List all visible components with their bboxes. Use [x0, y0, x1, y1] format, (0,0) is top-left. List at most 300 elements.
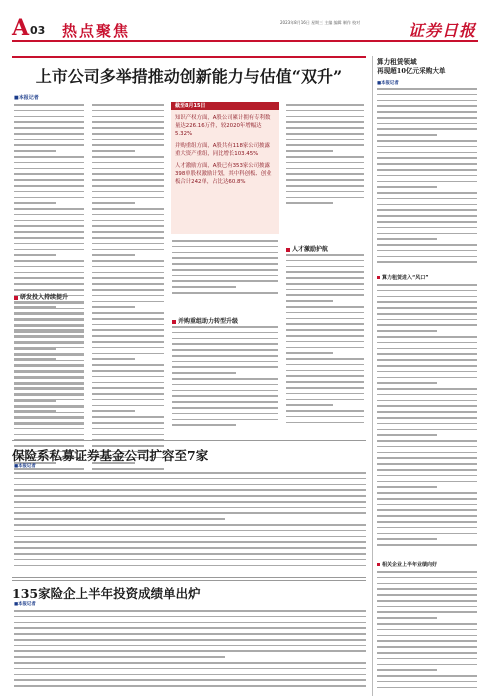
text-line: [92, 214, 164, 216]
text-line: [286, 375, 364, 377]
text-line: [14, 489, 366, 491]
body-column-1b: [14, 302, 84, 432]
text-line: [377, 687, 477, 689]
text-line: [14, 104, 84, 106]
text-line: [92, 220, 164, 222]
text-line: [92, 150, 135, 152]
text-line: [377, 486, 437, 488]
text-line: [14, 530, 366, 532]
text-line: [286, 191, 364, 193]
text-line: [377, 353, 477, 355]
sidebar-subhead-2: 相关企业上半年业绩向好: [377, 561, 437, 568]
text-line: [286, 364, 364, 366]
text-line: [14, 150, 56, 152]
text-line: [14, 434, 84, 436]
text-line: [14, 472, 366, 474]
text-line: [286, 312, 364, 314]
lead-byline: ■本报记者: [14, 95, 39, 101]
text-line: [14, 622, 366, 624]
text-line: [377, 209, 477, 211]
text-line: [377, 521, 477, 523]
text-line: [14, 202, 56, 204]
text-line: [14, 139, 84, 141]
text-line: [92, 144, 164, 146]
text-line: [286, 116, 364, 118]
text-line: [377, 157, 477, 159]
text-line: [172, 246, 278, 248]
text-line: [172, 275, 278, 277]
issue-meta: 2023年8月16日 星期三 主编 编辑 制作 校对: [280, 20, 361, 25]
text-line: [92, 329, 164, 331]
text-line: [92, 179, 164, 181]
text-line: [14, 679, 366, 681]
text-line: [172, 280, 278, 282]
text-line: [377, 594, 477, 596]
text-line: [14, 524, 366, 526]
text-line: [377, 371, 477, 373]
text-line: [286, 335, 364, 337]
text-line: [377, 250, 477, 252]
text-line: [14, 501, 366, 503]
text-line: [14, 400, 56, 402]
text-line: [377, 577, 477, 579]
sidebar-headline: 算力租赁领域 再现超10亿元采购大单: [377, 58, 446, 75]
text-line: [286, 347, 364, 349]
text-line: [14, 478, 366, 480]
text-line: [172, 366, 278, 368]
text-line: [14, 168, 84, 170]
text-line: [377, 163, 477, 165]
text-line: [377, 469, 477, 471]
text-line: [92, 347, 164, 349]
text-line: [14, 337, 84, 339]
section-letter: A: [12, 15, 30, 41]
text-line: [377, 675, 477, 677]
text-line: [377, 284, 477, 286]
text-line: [377, 330, 437, 332]
text-line: [377, 652, 477, 654]
text-line: [286, 156, 364, 158]
key-figures-box: [171, 102, 279, 234]
text-line: [286, 352, 333, 354]
text-line: [377, 623, 477, 625]
key-figures-tag: 截至8月15日: [175, 103, 206, 109]
text-line: [377, 452, 477, 454]
text-line: [377, 658, 477, 660]
text-line: [377, 94, 477, 96]
text-line: [172, 407, 278, 409]
text-line: [377, 515, 477, 517]
text-line: [286, 289, 364, 291]
text-line: [377, 290, 477, 292]
sidebar-body-3: [377, 571, 477, 693]
text-line: [92, 272, 164, 274]
text-line: [92, 116, 164, 118]
text-line: [14, 565, 366, 567]
text-line: [14, 547, 366, 549]
text-line: [92, 104, 164, 106]
text-line: [92, 393, 164, 395]
text-line: [172, 240, 278, 242]
text-line: [377, 664, 477, 666]
text-line: [377, 629, 477, 631]
text-line: [14, 383, 84, 385]
text-line: [377, 105, 477, 107]
text-line: [377, 134, 437, 136]
body-column-3b: [172, 326, 278, 432]
text-line: [377, 261, 477, 263]
text-line: [14, 366, 84, 368]
text-line: [92, 139, 164, 141]
paper-logo: 证券日报: [407, 21, 476, 40]
body-column-2: [92, 104, 164, 476]
text-line: [377, 301, 477, 303]
text-line: [14, 371, 84, 373]
text-line: [14, 308, 84, 310]
text-line: [286, 341, 364, 343]
section-divider: [12, 440, 366, 441]
text-line: [92, 110, 164, 112]
text-line: [377, 606, 477, 608]
text-line: [377, 146, 477, 148]
text-line: [377, 181, 477, 183]
text-line: [377, 336, 477, 338]
text-line: [14, 197, 84, 199]
text-line: [14, 360, 84, 362]
text-line: [92, 353, 164, 355]
text-line: [377, 377, 477, 379]
text-line: [14, 225, 84, 227]
text-line: [286, 104, 364, 106]
text-line: [286, 300, 333, 302]
sidebar-body-2: [377, 284, 477, 554]
body-column-4: [286, 104, 364, 214]
key-figure-restructuring: 并购重组方面，A股共有118家公司披露重大资产重组，同比增长103.45%: [175, 143, 270, 157]
text-line: [14, 133, 84, 135]
text-line: [286, 399, 364, 401]
text-line: [92, 133, 164, 135]
text-line: [92, 312, 164, 314]
text-line: [286, 162, 364, 164]
text-line: [172, 390, 278, 392]
key-figure-patents: 知识产权方面，A股公司累计拥有专利数量达226.16万件，较2020年增幅达5.32%: [175, 115, 271, 137]
text-line: [377, 198, 477, 200]
text-line: [377, 204, 477, 206]
text-line: [377, 394, 477, 396]
text-line: [286, 144, 364, 146]
text-line: [14, 668, 366, 670]
text-line: [92, 376, 164, 378]
text-line: [286, 387, 364, 389]
text-line: [286, 271, 364, 273]
text-line: [92, 266, 164, 268]
text-line: [377, 319, 477, 321]
text-line: [172, 395, 278, 397]
text-line: [172, 413, 278, 415]
text-line: [172, 257, 278, 259]
text-line: [377, 123, 477, 125]
text-line: [286, 393, 364, 395]
lead-headline: 上市公司多举措推动创新能力与估值“双升”: [35, 67, 343, 86]
text-line: [377, 527, 477, 529]
insurance-headline: 135家险企上半年投资成绩单出炉: [12, 586, 201, 601]
text-line: [286, 404, 333, 406]
text-line: [286, 133, 364, 135]
text-line: [377, 348, 477, 350]
text-line: [14, 518, 225, 520]
text-line: [92, 358, 135, 360]
text-line: [92, 382, 164, 384]
text-line: [14, 208, 84, 210]
text-line: [14, 512, 366, 514]
text-line: [377, 405, 477, 407]
text-line: [377, 600, 477, 602]
text-line: [377, 492, 477, 494]
text-line: [172, 343, 278, 345]
text-line: [14, 220, 84, 222]
text-line: [14, 536, 366, 538]
text-line: [172, 286, 236, 288]
insurance-body: [14, 610, 366, 694]
text-line: [377, 498, 477, 500]
body-column-4b: [286, 254, 364, 432]
text-line: [92, 318, 164, 320]
text-line: [286, 318, 364, 320]
text-line: [92, 173, 164, 175]
text-line: [92, 260, 164, 262]
text-line: [14, 348, 56, 350]
text-line: [286, 260, 364, 262]
text-line: [377, 583, 477, 585]
text-line: [14, 389, 84, 391]
text-line: [14, 633, 366, 635]
text-line: [14, 553, 366, 555]
text-line: [92, 324, 164, 326]
text-line: [92, 295, 164, 297]
text-line: [92, 416, 164, 418]
text-line: [92, 306, 135, 308]
text-line: [377, 434, 437, 436]
subhead-incentive: 人才激励护航: [286, 244, 328, 253]
text-line: [377, 111, 477, 113]
text-line: [14, 277, 84, 279]
subhead-mna: 并购重组助力转型升级: [172, 316, 238, 325]
text-line: [14, 418, 84, 420]
text-line: [14, 237, 84, 239]
text-line: [14, 162, 84, 164]
text-line: [92, 428, 164, 430]
text-line: [14, 377, 84, 379]
text-line: [92, 121, 164, 123]
text-line: [14, 319, 84, 321]
text-line: [377, 681, 477, 683]
text-line: [377, 88, 477, 90]
text-line: [14, 412, 84, 414]
text-line: [377, 192, 477, 194]
text-line: [377, 365, 477, 367]
text-line: [92, 422, 164, 424]
text-line: [377, 611, 477, 613]
text-line: [172, 384, 278, 386]
text-line: [286, 410, 364, 412]
text-line: [377, 429, 477, 431]
text-line: [172, 424, 236, 426]
text-line: [377, 152, 477, 154]
text-line: [172, 332, 278, 334]
text-line: [377, 400, 477, 402]
text-line: [14, 484, 366, 486]
text-line: [377, 244, 477, 246]
text-line: [377, 324, 477, 326]
text-line: [286, 294, 364, 296]
text-line: [377, 475, 477, 477]
section-title: 热点聚焦: [62, 22, 131, 40]
text-line: [377, 256, 477, 258]
text-line: [286, 381, 364, 383]
text-line: [14, 127, 84, 129]
text-line: [172, 269, 278, 271]
text-line: [92, 243, 164, 245]
sidebar-byline: ■本报记者: [377, 81, 399, 86]
text-line: [377, 382, 437, 384]
text-line: [14, 185, 84, 187]
text-line: [92, 156, 164, 158]
text-line: [172, 401, 278, 403]
text-line: [286, 323, 364, 325]
text-line: [377, 481, 477, 483]
text-line: [92, 231, 164, 233]
text-line: [92, 468, 164, 470]
text-line: [14, 173, 84, 175]
subhead-rnd: 研发投入持续提升: [14, 292, 68, 301]
text-line: [92, 434, 164, 436]
text-line: [92, 254, 135, 256]
text-line: [14, 331, 84, 333]
text-line: [377, 238, 437, 240]
text-line: [377, 509, 477, 511]
text-line: [14, 616, 366, 618]
text-line: [377, 538, 437, 540]
text-line: [14, 121, 84, 123]
text-line: [286, 266, 364, 268]
text-line: [92, 410, 135, 412]
text-line: [377, 215, 477, 217]
text-line: [377, 635, 477, 637]
text-line: [377, 388, 477, 390]
text-line: [286, 422, 364, 424]
text-line: [286, 277, 364, 279]
text-line: [14, 314, 84, 316]
sidebar-body-1: [377, 88, 477, 268]
text-line: [14, 650, 366, 652]
text-line: [377, 457, 477, 459]
sidebar-column: [372, 56, 478, 696]
text-line: [377, 446, 477, 448]
text-line: [377, 533, 477, 535]
text-line: [172, 338, 278, 340]
text-line: [14, 110, 84, 112]
text-line: [14, 559, 366, 561]
insurance-byline: ■本报记者: [14, 602, 36, 607]
text-line: [14, 406, 84, 408]
text-line: [14, 662, 366, 664]
text-line: [377, 463, 477, 465]
text-line: [172, 326, 278, 328]
text-line: [377, 233, 477, 235]
text-line: [14, 214, 84, 216]
text-line: [14, 325, 84, 327]
text-line: [377, 588, 477, 590]
text-line: [377, 100, 477, 102]
text-line: [286, 370, 364, 372]
section-number: 03: [30, 24, 46, 37]
text-line: [377, 169, 477, 171]
text-line: [377, 117, 477, 119]
text-line: [92, 405, 164, 407]
text-line: [377, 504, 477, 506]
text-line: [286, 185, 364, 187]
text-line: [14, 541, 366, 543]
text-line: [286, 121, 364, 123]
text-line: [14, 395, 84, 397]
text-line: [377, 571, 477, 573]
text-line: [377, 227, 477, 229]
text-line: [377, 440, 477, 442]
text-line: [14, 156, 84, 158]
text-line: [92, 249, 164, 251]
text-line: [172, 378, 278, 380]
text-line: [14, 302, 84, 304]
text-line: [14, 639, 366, 641]
text-line: [92, 341, 164, 343]
text-line: [92, 335, 164, 337]
text-line: [286, 110, 364, 112]
text-line: [14, 249, 84, 251]
text-line: [14, 289, 84, 291]
text-line: [377, 175, 477, 177]
text-line: [14, 423, 84, 425]
text-line: [286, 127, 364, 129]
text-line: [92, 364, 164, 366]
text-line: [14, 144, 84, 146]
key-figure-incentives: 人才激励方面，A股已有353家公司披露398单股权激励计划，其中科创板、创业板合计242单，占比达60.8%: [175, 163, 272, 185]
text-line: [92, 277, 164, 279]
text-line: [286, 150, 333, 152]
text-line: [172, 372, 236, 374]
text-line: [377, 313, 477, 315]
text-line: [286, 139, 364, 141]
text-line: [377, 140, 477, 142]
text-line: [377, 359, 477, 361]
fund-byline: ■本报记者: [14, 464, 36, 469]
text-line: [92, 225, 164, 227]
text-line: [14, 231, 84, 233]
text-line: [14, 354, 84, 356]
text-line: [92, 208, 164, 210]
text-line: [14, 656, 225, 658]
text-line: [92, 237, 164, 239]
text-line: [377, 423, 477, 425]
text-line: [92, 127, 164, 129]
text-line: [14, 243, 84, 245]
text-line: [14, 254, 56, 256]
text-line: [14, 685, 366, 687]
text-line: [172, 252, 278, 254]
body-column-3a: [172, 240, 278, 300]
text-line: [172, 263, 278, 265]
text-line: [92, 162, 164, 164]
text-line: [92, 399, 164, 401]
